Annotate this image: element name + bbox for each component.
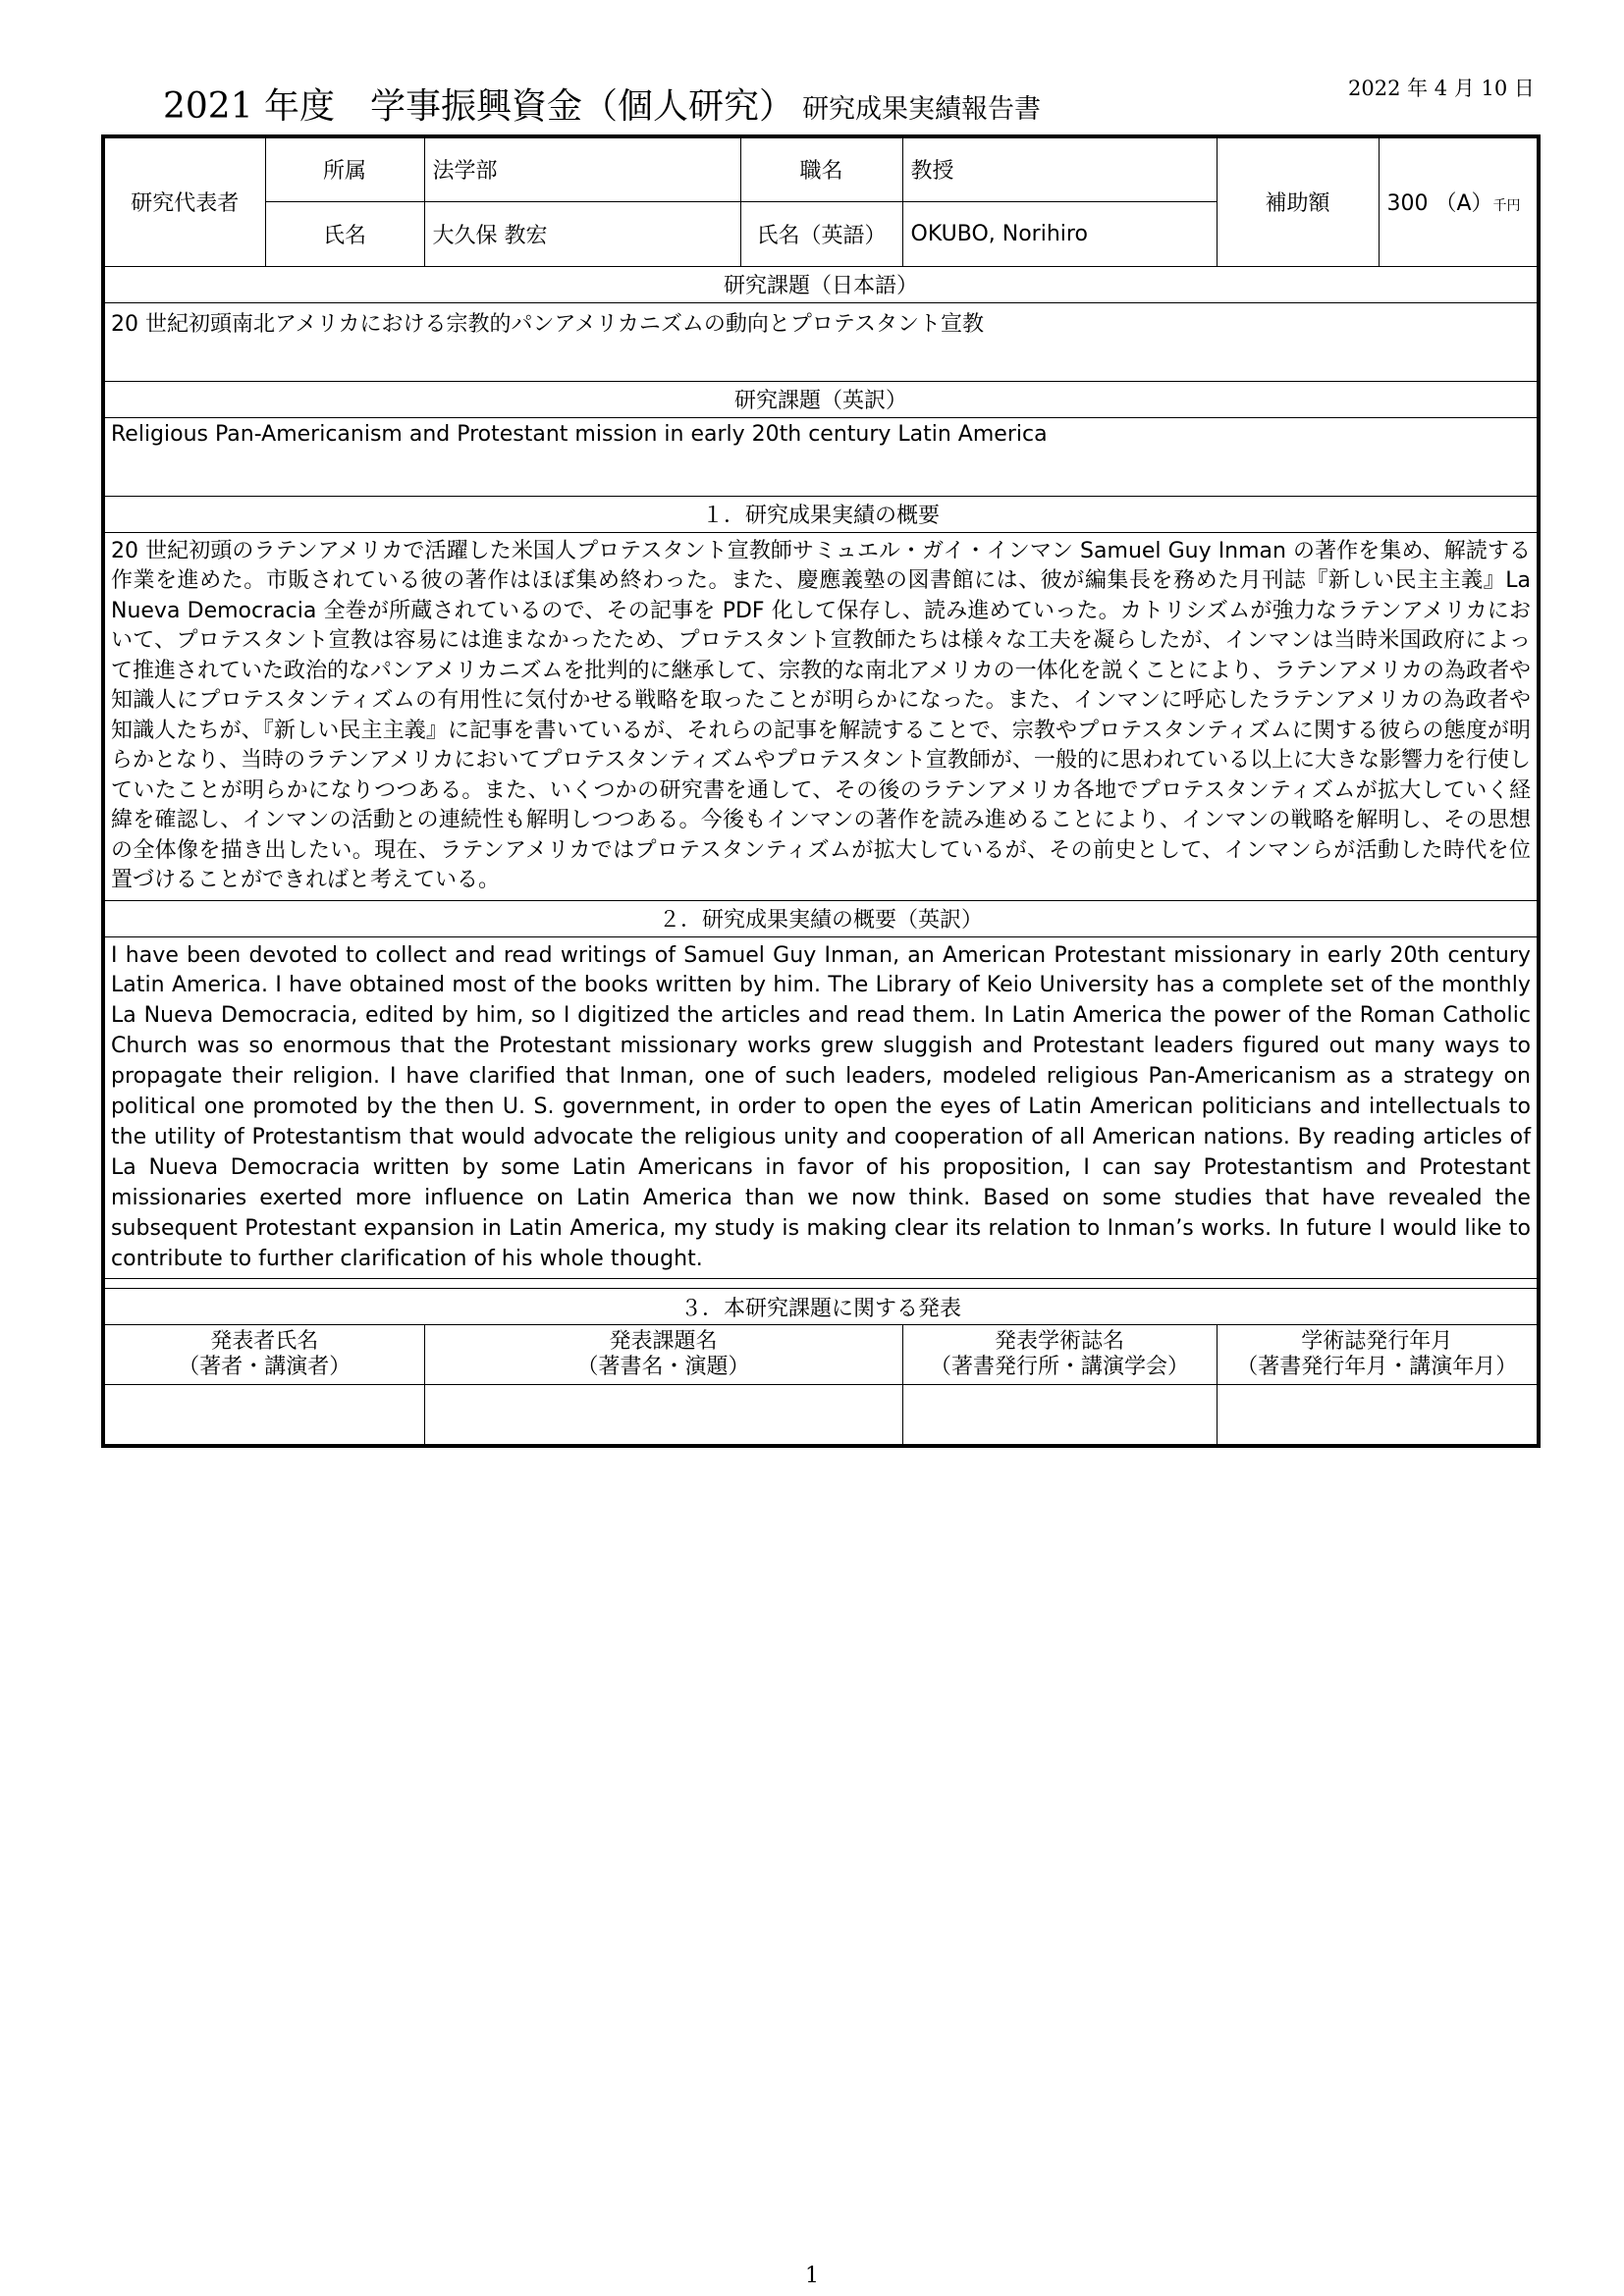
summary-jp-text: 20 世紀初頭のラテンアメリカで活躍した米国人プロテスタント宣教師サミュエル・ガイ・インマン Samuel Guy Inman の著作を集め、解読する作業を進めた。市販されている彼の著作はほぼ集め終わった。また、慶應義塾の図書館には、彼が編集長を務めた月刊誌『新しい民主主義』La Nueva Democracia 全巻が所蔵されているので、その記事を PDF 化して保存し、読み進めていった。カトリシズムが強力なラテンアメリカにおいて、プロテスタント宣教は容易には進まなかったため、プロテスタント宣教師たちは様々な工夫を凝らしたが、インマンは当時米国政府によって推進されていた政治的なパンアメリカニズムを批判的に継承して、宗教的な南北アメリカの一体化を説くことにより、ラテンアメリカの為政者や知識人にプロテスタンティズムの有用性に気付かせる戦略を取ったことが明らかになった。また、インマンに呼応したラテンアメリカの為政者や知識人たちが、『新しい民主主義』に記事を書いているが、それらの記事を解読することで、宗教やプロテスタンティズムに関する彼らの態度が明らかとなり、当時のラテンアメリカにおいてプロテスタンティズムやプロテスタント宣教師が、一般的に思われている以上に大きな影響力を行使していたことが明らかになりつつある。また、いくつかの研究書を通して、その後のラテンアメリカ各地でプロテスタンティズムが拡大していく経緯を確認し、インマンの活動との連続性も解明しつつある。今後もインマンの著作を読み進めることにより、インマンの戦略を解明し、その思想の全体像を描き出したい。現在、ラテンアメリカではプロテスタンティズムが拡大しているが、その前史として、インマンらが活動した時代を位置づけることができればと考えている。 (103, 532, 1539, 900)
publications-label: ３．本研究課題に関する発表 (103, 1289, 1539, 1325)
name-label: 氏名 (265, 201, 424, 266)
report-title-main: 2021 年度 学事振興資金（個人研究） (163, 86, 795, 127)
position-value: 教授 (902, 136, 1217, 201)
topic-jp-label: 研究課題（日本語） (103, 266, 1539, 302)
grant-unit: 千円 (1492, 198, 1521, 215)
pub-col-title: 発表課題名 （著書名・演題） (424, 1325, 902, 1385)
position-label: 職名 (740, 136, 902, 201)
affiliation-value: 法学部 (424, 136, 740, 201)
report-date: 2022 年 4 月 10 日 (1348, 77, 1535, 100)
researcher-label: 研究代表者 (103, 136, 265, 266)
name-en-label: 氏名（英語） (740, 201, 902, 266)
pub-cell-journal[interactable] (902, 1385, 1217, 1446)
section-spacer (103, 1279, 1539, 1289)
pub-col-presenter: 発表者氏名 （著者・講演者） (103, 1325, 424, 1385)
report-form (101, 134, 1541, 1448)
name-en-value: OKUBO, Norihiro (902, 201, 1217, 266)
pub-cell-title[interactable] (424, 1385, 902, 1446)
grant-value (1379, 136, 1539, 266)
name-value: 大久保 教宏 (424, 201, 740, 266)
topic-en-label: 研究課題（英訳） (103, 381, 1539, 417)
grant-amount: 300 （A） (1386, 191, 1493, 217)
topic-jp-text: 20 世紀初頭南北アメリカにおける宗教的パンアメリカニズムの動向とプロテスタント宣教 (103, 302, 1539, 381)
pub-col-date: 学術誌発行年月 （著書発行年月・講演年月） (1217, 1325, 1539, 1385)
page-number: 1 (805, 2264, 819, 2288)
summary-en-label: ２．研究成果実績の概要（英訳） (103, 900, 1539, 936)
pub-cell-presenter[interactable] (103, 1385, 424, 1446)
topic-en-text: Religious Pan-Americanism and Protestant mission in early 20th century Latin America (103, 417, 1539, 496)
pub-cell-date[interactable] (1217, 1385, 1539, 1446)
pub-col-journal: 発表学術誌名 （著書発行所・講演学会） (902, 1325, 1217, 1385)
affiliation-label: 所属 (265, 136, 424, 201)
grant-label: 補助額 (1217, 136, 1379, 266)
summary-en-text: I have been devoted to collect and read writings of Samuel Guy Inman, an American Protestant missionary in early 20th century Latin America. I have obtained most of the books written by him. The Library of Keio University has a complete set of the monthly La Nueva Democracia, edited by him, so I digitized the articles and read them. In Latin America the power of the Roman Catholic Church was so enormous that the Protestant missionary works grew sluggish and Protestant leaders figured out many ways to propagate their religion. I have clarified that Inman, one of such leaders, modeled religious Pan-Americanism as a strategy on political one promoted by the then U. S. government, in order to open the eyes of Latin American politicians and intellectuals to the utility of Protestantism that would advocate the religious unity and cooperation of all American nations. By reading articles of La Nueva Democracia written by some Latin Americans in favor of his proposition, I can say Protestantism and Protestant missionaries exerted more influence on Latin America than we now think. Based on some studies that have revealed the subsequent Protestant expansion in Latin America, my study is making clear its relation to Inman’s works. In future I would like to contribute to further clarification of his whole thought. (103, 936, 1539, 1279)
summary-jp-label: １．研究成果実績の概要 (103, 496, 1539, 532)
report-title (163, 79, 1041, 129)
report-title-sub: 研究成果実績報告書 (802, 94, 1042, 125)
